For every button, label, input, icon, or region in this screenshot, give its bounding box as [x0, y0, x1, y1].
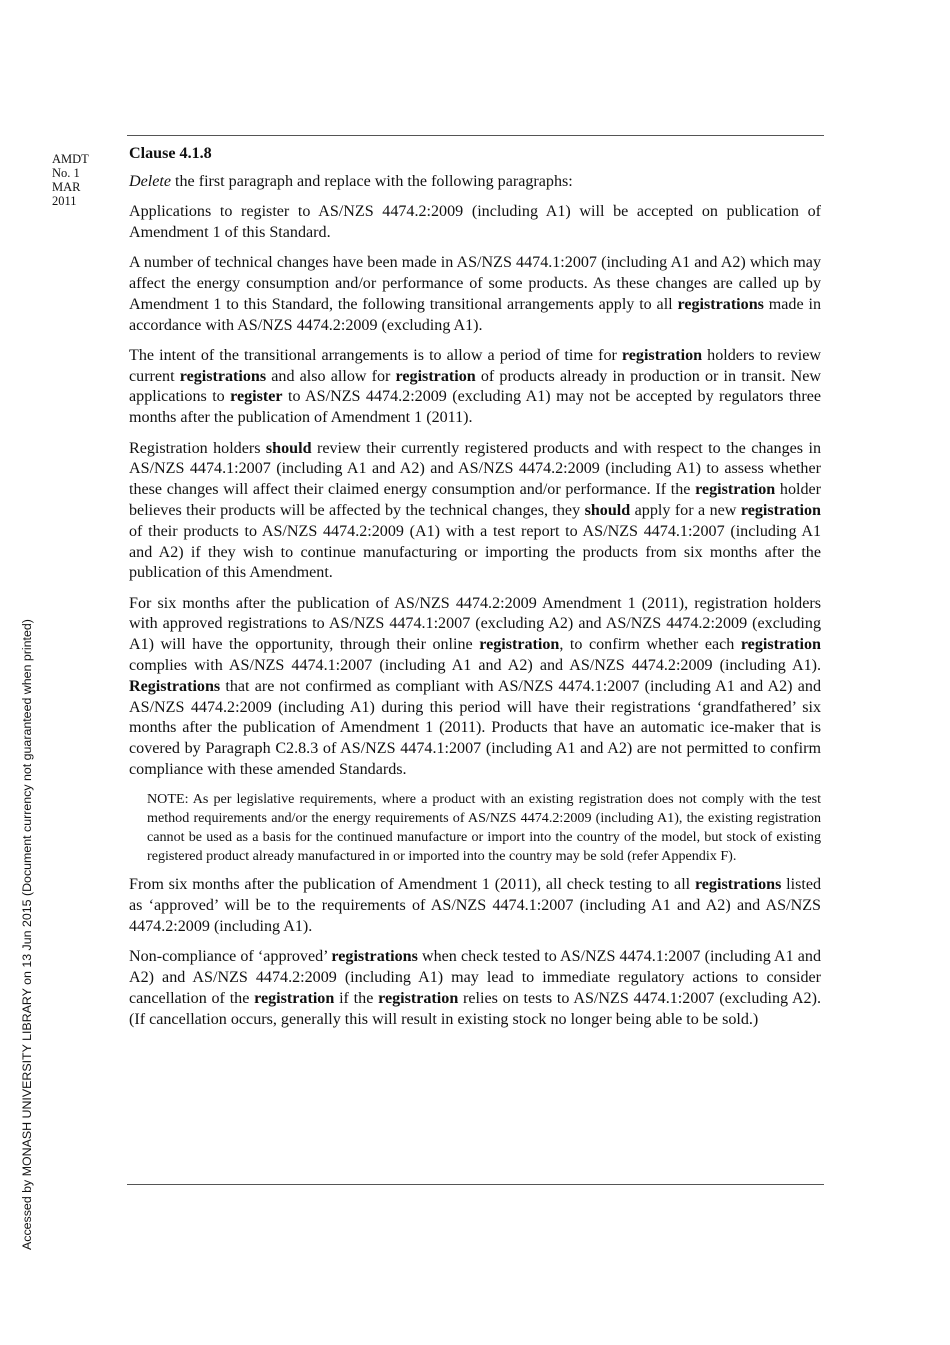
- legislative-note: NOTE: As per legislative requirements, where a product with an existing registration does not comply with the test method requirements and/or the energy requirements of AS/NZS 4474.2:2009 (including A1), the existing registration cannot be used as a basis for the continued manufacture or import into the country of the model, but stock of existing registered product already manufactured in or imported into the country may be sold (refer Appendix F).: [147, 791, 821, 865]
- paragraph-transitional-intent: The intent of the transitional arrangements is to allow a period of time for registration holders to review current registrations and also allow for registration of products already in production or in transit. New applications to register to AS/NZS 4474.2:2009 (excluding A1) may not be accepted by regulators three months after the publication of Amendment 1 (2011).: [129, 346, 821, 427]
- paragraph-check-testing: From six months after the publication of Amendment 1 (2011), all check testing to all registrations listed as ‘approved’ will be to the requirements of AS/NZS 4474.1:2007 (including A1 and A2) and AS/NZS 4474.2:2009 (including A1).: [129, 876, 822, 935]
- delete-italic: Delete: [129, 172, 171, 190]
- amendment-margin-note: [52, 152, 112, 208]
- paragraph-six-months: For six months after the publication of AS/NZS 4474.2:2009 Amendment 1 (2011), registration holders with approved registrations to AS/NZS 4474.1:2007 (excluding A2) and AS/NZS 4474.2:2009 (excluding A1) will have the opportunity, through their online registration, to confirm whether each registration complies with AS/NZS 4474.1:2007 (including A1 and A2) and AS/NZS 4474.2:2009 (including A1). Registrations that are not confirmed as compliant with AS/NZS 4474.1:2007 (including A1 and A2) and AS/NZS 4474.2:2009 (including A1) during this period will have their registrations ‘grandfathered’ six months after the publication of Amendment 1 (2011). Products that have an automatic ice-maker that is covered by Paragraph C2.8.3 of AS/NZS 4474.1:2007 (including A1 and A2) are not permitted to confirm compliance with these amended Standards.: [129, 594, 821, 779]
- paragraph-non-compliance: Non-compliance of ‘approved’ registrations when check tested to AS/NZS 4474.1:2007 (including A1 and A2) and AS/NZS 4474.2:2009 (including A1) may lead to immediate regulatory actions to consider cancellation of the registration if the registration relies on tests to AS/NZS 4474.1:2007 (excluding A2). (If cancellation occurs, generally this will result in existing stock no longer being able to be sold.): [129, 948, 821, 1028]
- clause-title: Clause 4.1.8: [129, 145, 212, 162]
- top-divider: [127, 135, 824, 136]
- paragraph-technical-changes: A number of technical changes have been made in AS/NZS 4474.1:2007 (including A1 and A2) which may affect the energy consumption and/or performance of some products. As these changes are called up by Amendment 1 to this Standard, the following transitional arrangements apply to all registrations made in accordance with AS/NZS 4474.2:2009 (excluding A1).: [129, 254, 821, 334]
- amdt-number: No. 1: [52, 166, 80, 180]
- amdt-month: MAR: [52, 180, 81, 194]
- access-watermark: Accessed by MONASH UNIVERSITY LIBRARY on 13 Jun 2015 (Document currency not guaranteed when printed): [20, 619, 34, 1250]
- amdt-year: 2011: [52, 194, 77, 208]
- amdt-label: AMDT: [52, 152, 89, 166]
- bottom-divider: [127, 1184, 824, 1185]
- paragraph-applications: Applications to register to AS/NZS 4474.2:2009 (including A1) will be accepted on publication of Amendment 1 of this Standard.: [129, 203, 821, 241]
- paragraph-delete-instruction: Delete the first paragraph and replace with the following paragraphs:: [129, 172, 573, 190]
- paragraph-registration-holders: Registration holders should review their currently registered products and with respect to the changes in AS/NZS 4474.1:2007 (including A1 and A2) and AS/NZS 4474.2:2009 (including A1) to assess whether these changes will affect their claimed energy consumption and/or performance. If the registration holder believes their products will be affected by the technical changes, they should apply for a new registration of their products to AS/NZS 4474.2:2009 (A1) with a test report to AS/NZS 4474.1:2007 (including A1 and A2) if they wish to continue manufacturing or importing the products from six months after the publication of this Amendment.: [129, 439, 822, 582]
- document-body: [129, 144, 821, 1040]
